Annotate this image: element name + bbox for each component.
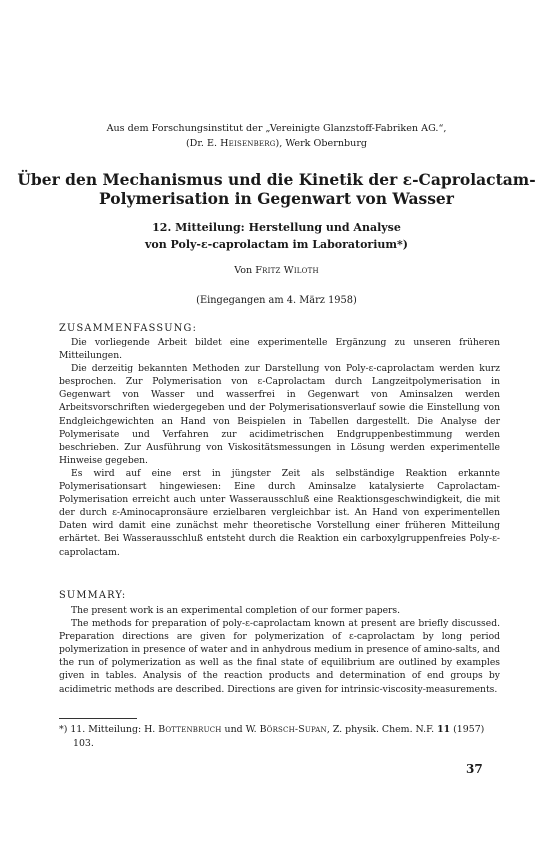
summary-paragraph: The present work is an experimental completion of our former papers. [71, 605, 401, 616]
summary-paragraph: The methods for preparation of poly-ε-caprolactam known at present are briefly discussed. Preparation directions are given for polymerization of ε-caprolactam by long period polymerization in presence of water and in anhydrous medium in presence of amino-salts, and the run of polymerization as well as the final state of equilibrium are outlined by examples given in tables. Analysis of the reaction products and determination of end groups by acidimetric methods are described. Directions are given for intrinsic-viscosity-measurements. [59, 618, 500, 695]
footnote-post: (1957) 103. [73, 724, 485, 749]
subtitle-line-1: 12. Mitteilung: Herstellung und Analyse [152, 221, 401, 234]
zusammenfassung-paragraph: Es wird auf eine erst in jüngster Zeit als selbständige Reaktion erkannte Polymerisationsart hingewiesen: Eine durch Aminsalze katalysierte Caprolactam-Polymerisation erreicht auch unter Wasserausschluß eine Reaktionsgeschwindigkeit, die mit der durch ε-Aminocapronsäure erzielbaren vergleichbar ist. An Hand von experimentellen Daten wird damit eine zunächst mehr theoretische Vorstellung einer früheren Mitteilung erhärtet. Bei Wasserausschluß entsteht durch die Reaktion ein carboxylgruppenfreies Poly-ε-caprolactam. [59, 467, 500, 558]
footnote-author-1: Bottenbruch [158, 724, 222, 735]
author-prefix: Von [234, 265, 256, 276]
footnote-volume: 11 [437, 724, 451, 735]
received-date: (Eingegangen am 4. März 1958) [196, 295, 357, 306]
zusammenfassung-body [59, 336, 500, 559]
summary-body [59, 604, 500, 696]
page-number: 37 [466, 762, 483, 776]
author-name: Fritz Wiloth [255, 265, 319, 276]
zusammenfassung-paragraph: Die vorliegende Arbeit bildet eine experimentelle Ergänzung zu unseren früheren Mitteilungen. [59, 337, 500, 362]
footnote-divider [59, 718, 137, 719]
institution-line-2-post: ), Werk Obernburg [275, 138, 368, 149]
article-title [0, 170, 553, 208]
footnote-journal: , Z. physik. Chem. N.F. [326, 724, 438, 735]
footnote-pre: *) 11. Mitteilung: H. [59, 724, 159, 735]
institution-affiliation [0, 121, 553, 151]
title-line-1: Über den Mechanismus und die Kinetik der ε-Caprolactam- [17, 170, 536, 189]
title-line-2: Polymerisation in Gegenwart von Wasser [99, 189, 454, 208]
article-subtitle [0, 219, 553, 253]
institution-line-1: Aus dem Forschungsinstitut der „Vereinigte Glanzstoff-Fabriken AG.“, [106, 123, 447, 134]
summary-heading: SUMMARY: [59, 590, 127, 601]
footnote-text [59, 723, 500, 750]
footnote-mid: und W. [221, 724, 260, 735]
footnote-author-2: Börsch-Supan [259, 724, 327, 735]
director-name: Heisenberg [220, 138, 276, 149]
footnote [59, 723, 500, 750]
subtitle-line-2: von Poly-ε-caprolactam im Laboratorium*) [144, 238, 409, 251]
institution-line-2 [0, 136, 553, 151]
institution-line-2-pre: (Dr. E. [185, 138, 221, 149]
zusammenfassung-heading: ZUSAMMENFASSUNG: [59, 323, 198, 334]
author-line [0, 265, 553, 276]
zusammenfassung-paragraph: Die derzeitig bekannten Methoden zur Darstellung von Poly-ε-caprolactam werden kurz besprochen. Zur Polymerisation von ε-Caprolactam durch Langzeitpolymerisation in Gegenwart von Wasser und wasserfrei in Gegenwart von Aminsalzen werden Arbeitsvorschriften wiedergegeben und der Polymerisationsverlauf sowie die Einstellung von Endgleichgewichten an Hand von Beispielen in Tabellen dargestellt. Die Analyse der Polymerisate und Verfahren zur acidimetrischen Endgruppenbestimmung werden beschrieben. Zur Ausführung von Viskositätsmessungen in Lösung werden experimentelle Hinweise gegeben. [59, 363, 500, 466]
